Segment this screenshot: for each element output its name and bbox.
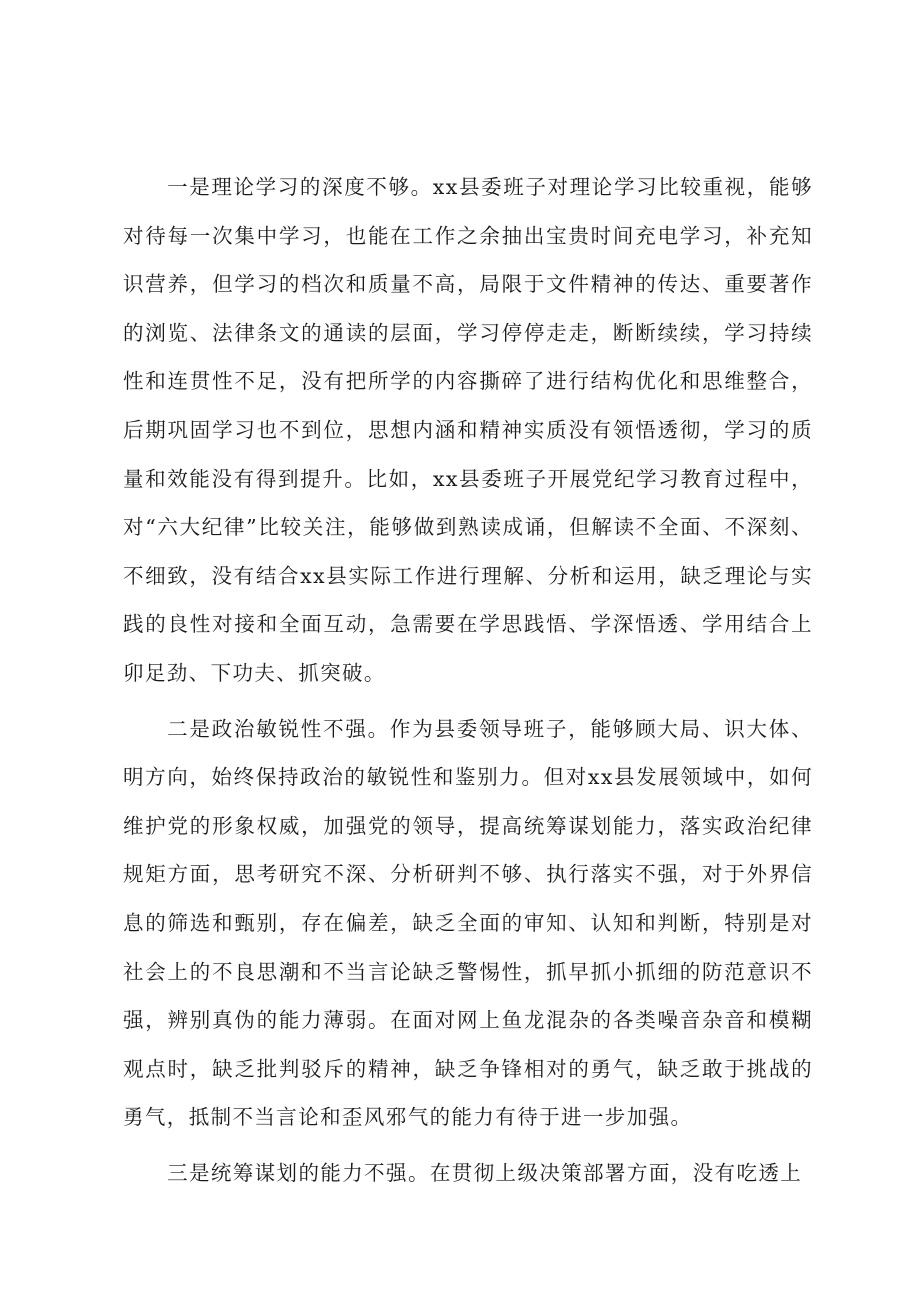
paragraph-planning-ability: 三是统筹谋划的能力不强。在贯彻上级决策部署方面，没有吃透上	[167, 1160, 803, 1185]
paragraph-theory-study: 一是理论学习的深度不够。xx县委班子对理论学习比较重视，能够对待每一次集中学习，也能在工作之余抽出宝贵时间充电学习，补充知识营养，但学习的档次和质量不高，局限于文件精神的传达、重要著作的浏览、法律条文的通读的层面，学习停停走走，断断续续，学习持续性和连贯性不足，没有把所学的内容撕碎了进行结构优化和思维整合，后期巩固学习也不到位，思想内涵和精神实质没有领悟透彻，学习的质量和效能没有得到提升。比如，xx县委班子开展党纪学习教育过程中，对“六大纪律”比较关注，能够做到熟读成诵，但解读不全面、不深刻、不细致，没有结合xx县实际工作进行理解、分析和运用，缺乏理论与实践的良性对接和全面互动，急需要在学思践悟、学深悟透、学用结合上卯足劲、下功夫、抓突破。	[123, 175, 813, 685]
document-body	[123, 163, 813, 1204]
paragraph-political-sensitivity: 二是政治敏锐性不强。作为县委领导班子，能够顾大局、识大体、明方向，始终保持政治的敏锐性和鉴别力。但对xx县发展领域中，如何维护党的形象权威，加强党的领导，提高统筹谋划能力，落实政治纪律规矩方面，思考研究不深、分析研判不够、执行落实不强，对于外界信息的筛选和甄别，存在偏差，缺乏全面的审知、认知和判断，特别是对社会上的不良思潮和不当言论缺乏警惕性，抓早抓小抓细的防范意识不强，辨别真伪的能力薄弱。在面对网上鱼龙混杂的各类噪音杂音和模糊观点时，缺乏批判驳斥的精神，缺乏争锋相对的勇气，缺乏敢于挑战的勇气，抵制不当言论和歪风邪气的能力有待于进一步加强。	[123, 716, 813, 1130]
